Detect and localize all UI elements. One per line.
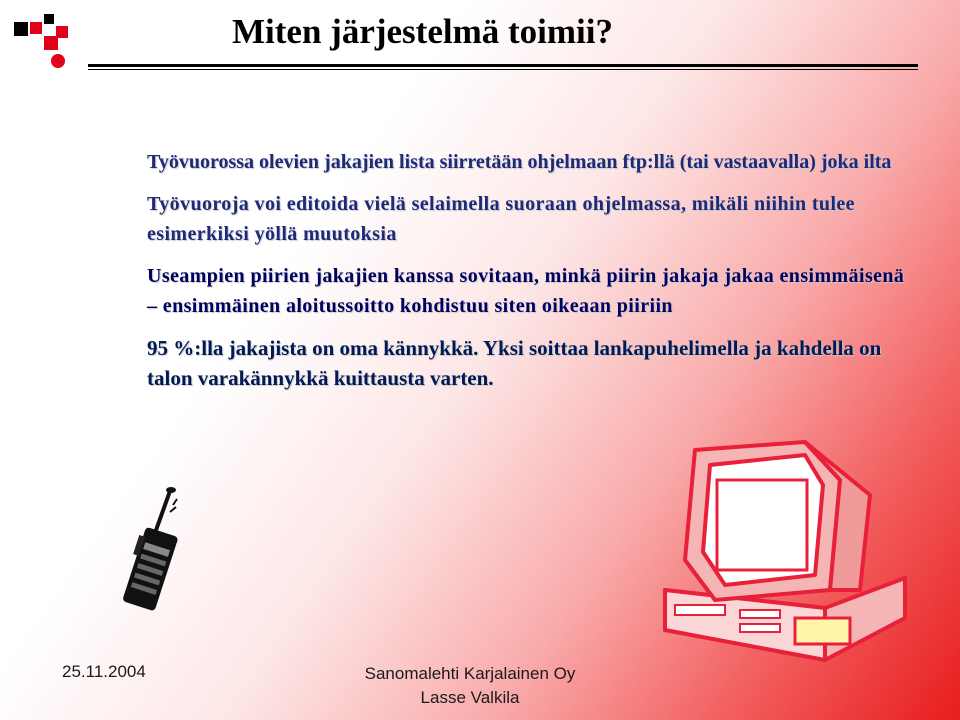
footer-author: Lasse Valkila (420, 688, 520, 707)
computer-icon (655, 440, 910, 665)
walkie-talkie-icon (115, 485, 190, 615)
bullet-text-4: 95 %:lla jakajista on oma kännykkä. Yksi soittaa lankapuhelimella ja kahdella on talon varakännykkä kuittausta varten. (147, 336, 882, 390)
title-rule (88, 64, 918, 67)
bullet-text-3: Useampien piirien jakajien kanssa sovitaan, minkä piirin jakaja jakaa ensimmäisenä – ensimmäinen aloitussoitto kohdistuu siten oikeaan piiriin (147, 265, 905, 317)
content-body (147, 147, 907, 405)
footer-org-name: Sanomalehti Karjalainen Oy (364, 664, 576, 683)
footer-organization (360, 662, 580, 710)
bullet-text-1: Työvuorossa olevien jakajien lista siirretään ohjelmaan ftp:llä (tai vastaavalla) joka ilta (147, 151, 892, 173)
page-title: Miten järjestelmä toimii? (232, 12, 613, 51)
logo-icon (14, 14, 70, 70)
title-rule-thin (88, 69, 918, 70)
footer-date: 25.11.2004 (62, 662, 146, 681)
bullet-text-2: Työvuoroja voi editoida vielä selaimella suoraan ohjelmassa, mikäli niihin tulee esimerkiksi yöllä muutoksia (147, 193, 855, 245)
